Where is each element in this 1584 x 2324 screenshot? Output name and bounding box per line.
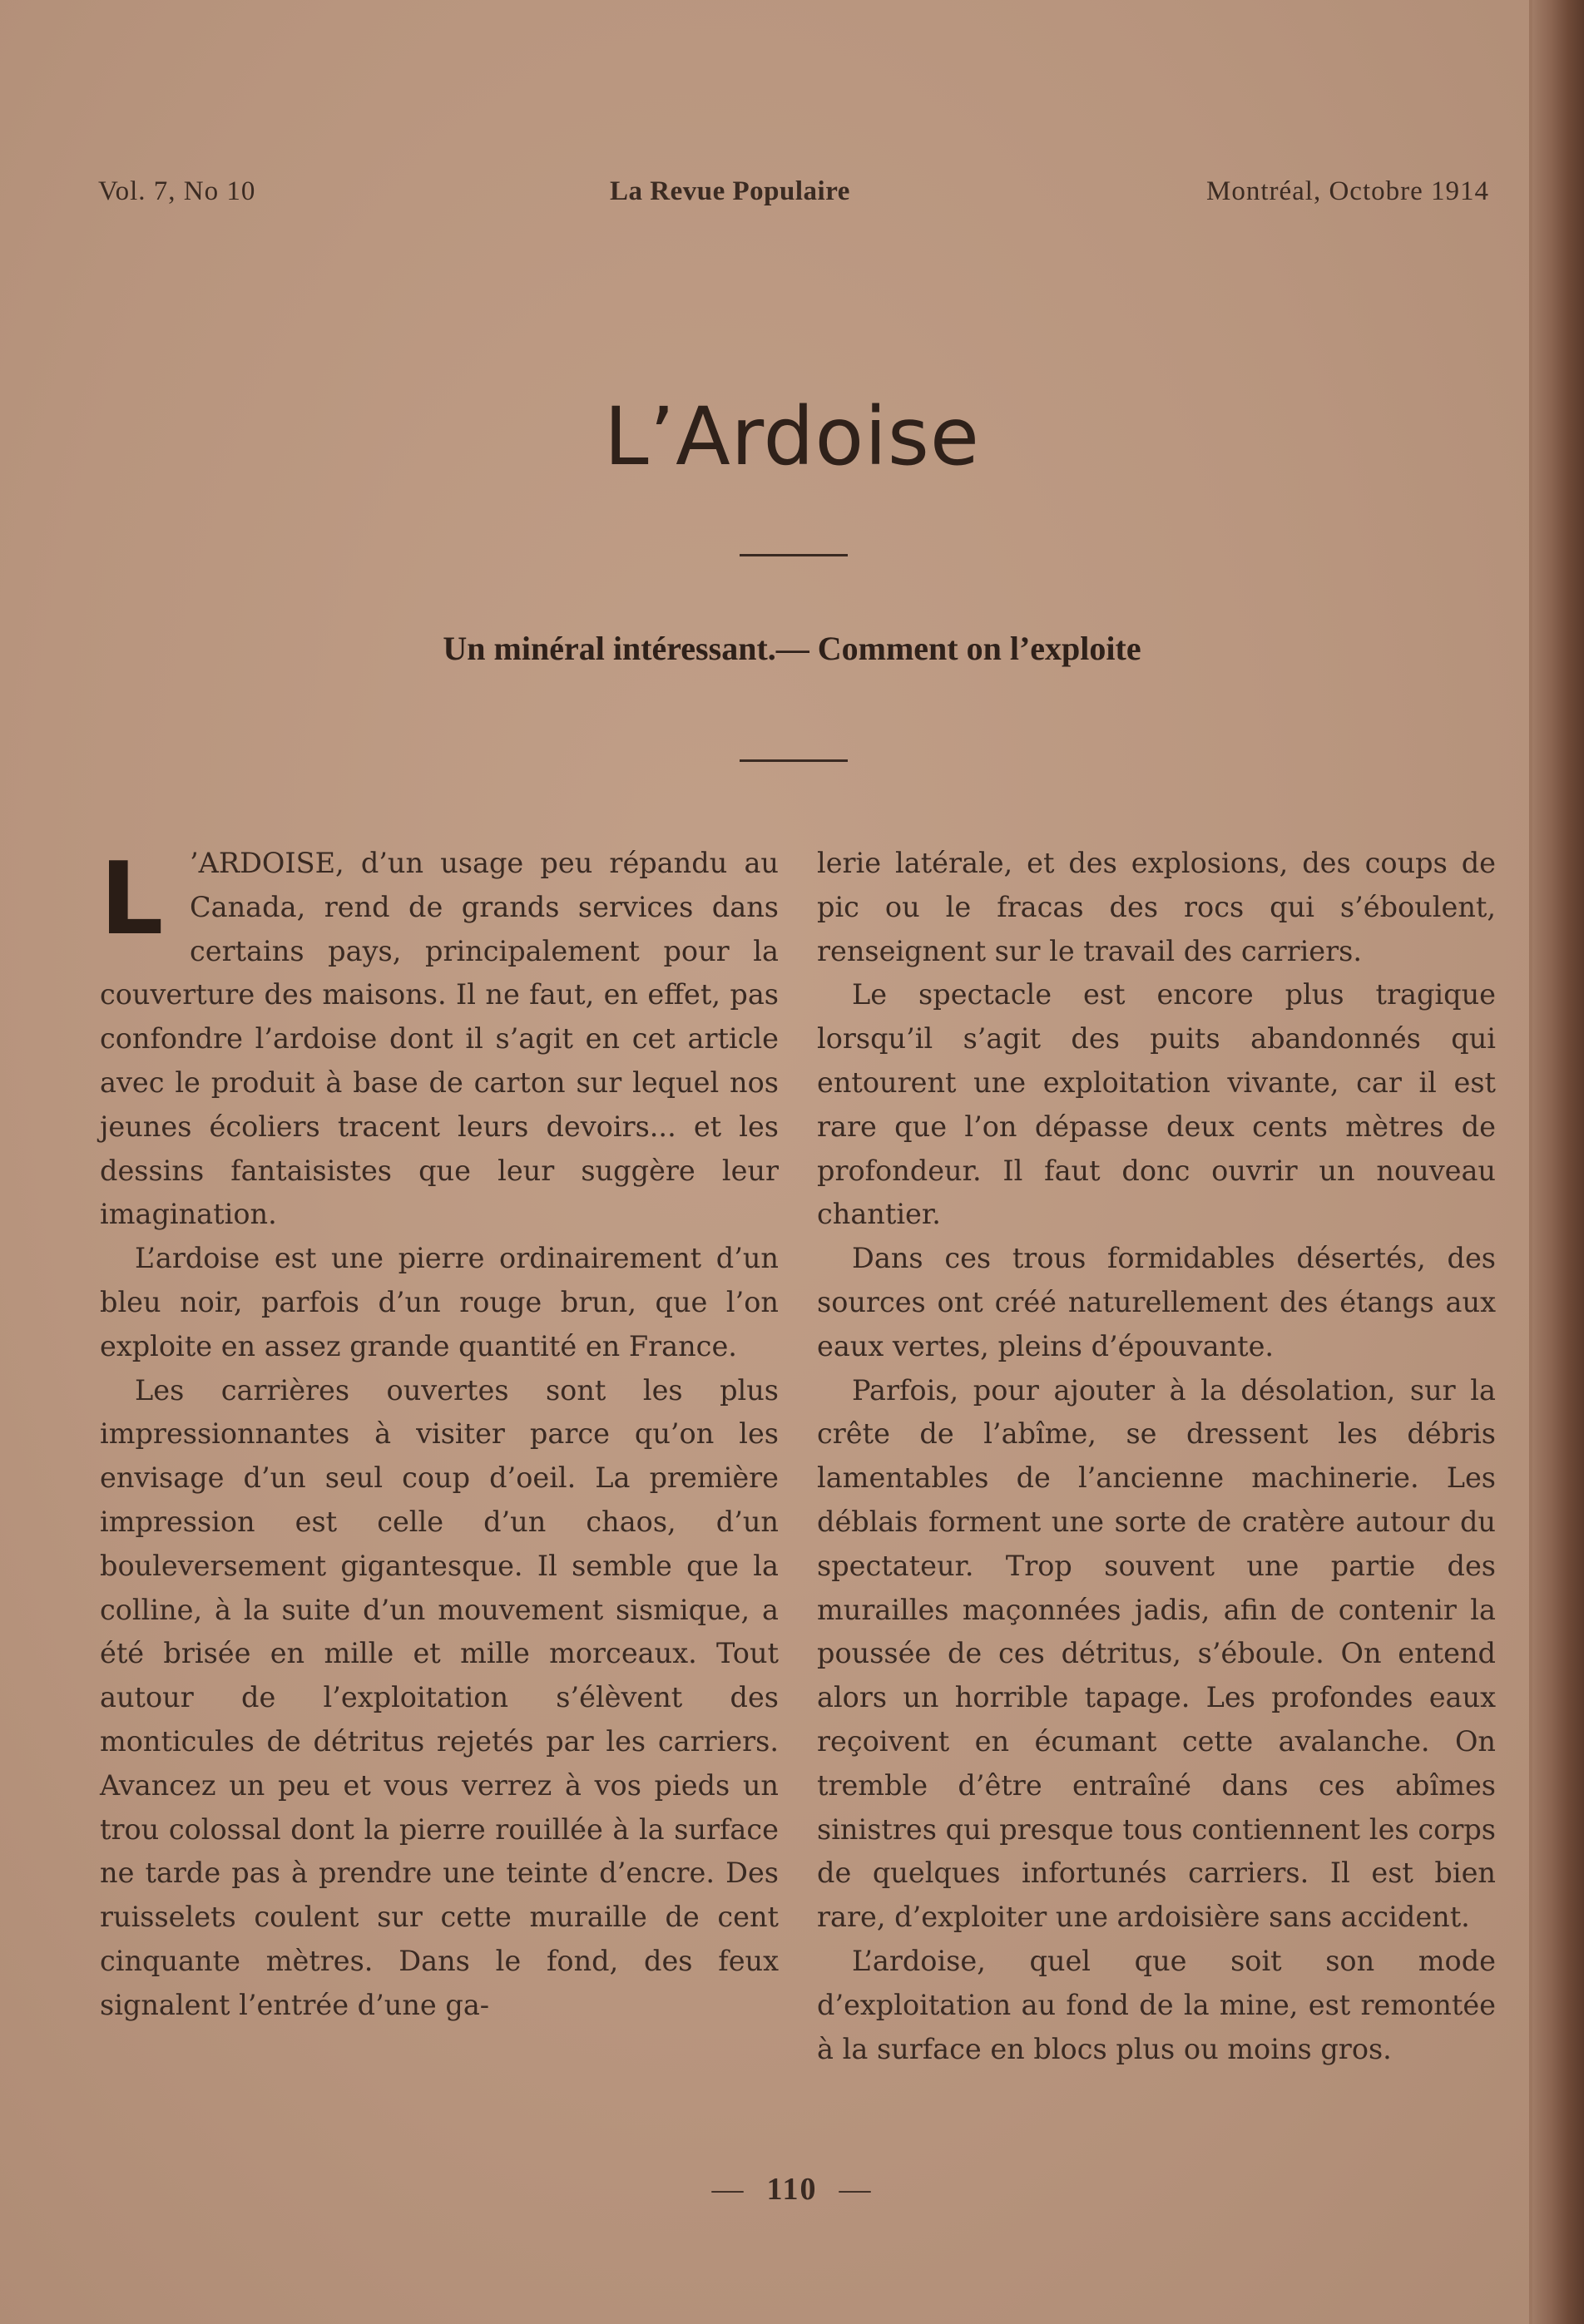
paragraph [100, 842, 779, 1237]
volume-number: Vol. 7, No 10 [98, 176, 256, 206]
paragraph-text: ’ARDOISE, d’un usage peu répandu au Canada, rend de grands services dans certains pays, principalement pour la couverture des maisons. Il ne faut, en effet, pas confondre l’ardoise dont il s’agit en cet article avec le produit à base de carton sur lequel nos jeunes écoliers tracent leurs devoirs... et les dessins fantaisistes que leur suggère leur imagination. [100, 847, 779, 1231]
drop-cap: L [100, 842, 164, 957]
paragraph: Dans ces trous formidables désertés, des sources ont créé naturellement des étangs aux eaux vertes, pleins d’épouvante. [817, 1242, 1496, 1362]
running-header [98, 176, 1489, 216]
paragraph: lerie latérale, et des explosions, des coups de pic ou le fracas des rocs qui s’éboulent, renseignent sur le travail des carriers. [817, 847, 1496, 967]
paragraph: Le spectacle est encore plus tragique lorsqu’il s’agit des puits abandonnés qui entourent une exploitation vivante, car il est rare que l’on dépasse deux cents mètres de profondeur. Il faut donc ouvrir un nouveau chantier. [817, 978, 1496, 1231]
footer-dash-left: — [711, 2172, 745, 2207]
left-column [100, 842, 779, 2028]
paragraph: Parfois, pour ajouter à la désolation, sur la crête de l’abîme, se dressent les débris lamentables de l’ancienne machinerie. Les déblais forment une sorte de cratère autour du spectateur. Trop souvent une partie des murailles maçonnées jadis, afin de contenir la poussée de ces détritus, s’éboule. On entend alors un horrible tapage. Les profondes eaux reçoivent en écumant cette avalanche. On tremble d’être entraîné dans ces abîmes sinistres qui presque tous contiennent les corps de quelques infortunés carriers. Il est bien rare, d’exploiter une ardoisière sans accident. [817, 1373, 1496, 1934]
subtitle-divider [740, 759, 848, 762]
title-divider [740, 554, 848, 556]
article-subtitle: Un minéral intéressant.— Comment on l’exploite [443, 630, 1141, 667]
right-column [817, 842, 1496, 2071]
page-footer [0, 2171, 1584, 2208]
publication-name: La Revue Populaire [610, 176, 850, 206]
place-date: Montréal, Octobre 1914 [1206, 176, 1489, 206]
book-spine [1532, 0, 1584, 2324]
page-number: 110 [766, 2172, 818, 2207]
paragraph: L’ardoise est une pierre ordinairement d’un bleu noir, parfois d’un rouge brun, que l’on exploite en assez grande quantité en France. [100, 1242, 779, 1362]
paragraph: L’ardoise, quel que soit son mode d’exploitation au fond de la mine, est remontée à la surface en blocs plus ou moins gros. [817, 1944, 1496, 2065]
footer-dash-right: — [839, 2172, 873, 2207]
paragraph: Les carrières ouvertes sont les plus impressionnantes à visiter parce qu’on les envisage d’un seul coup d’oeil. La première impression est celle d’un chaos, d’un bouleversement gigantesque. Il semble que la colline, à la suite d’un mouvement sismique, a été brisée en mille et mille morceaux. Tout autour de l’exploitation s’élèvent des monticules de détritus rejetés par les carriers. Avancez un peu et vous verrez à vos pieds un trou colossal dont la pierre rouillée à la surface ne tarde pas à prendre une teinte d’encre. Des ruisselets coulent sur cette muraille de cent cinquante mètres. Dans le fond, des feux signalent l’entrée d’une ga- [100, 1373, 779, 2021]
article-title: L’Ardoise [604, 390, 980, 483]
